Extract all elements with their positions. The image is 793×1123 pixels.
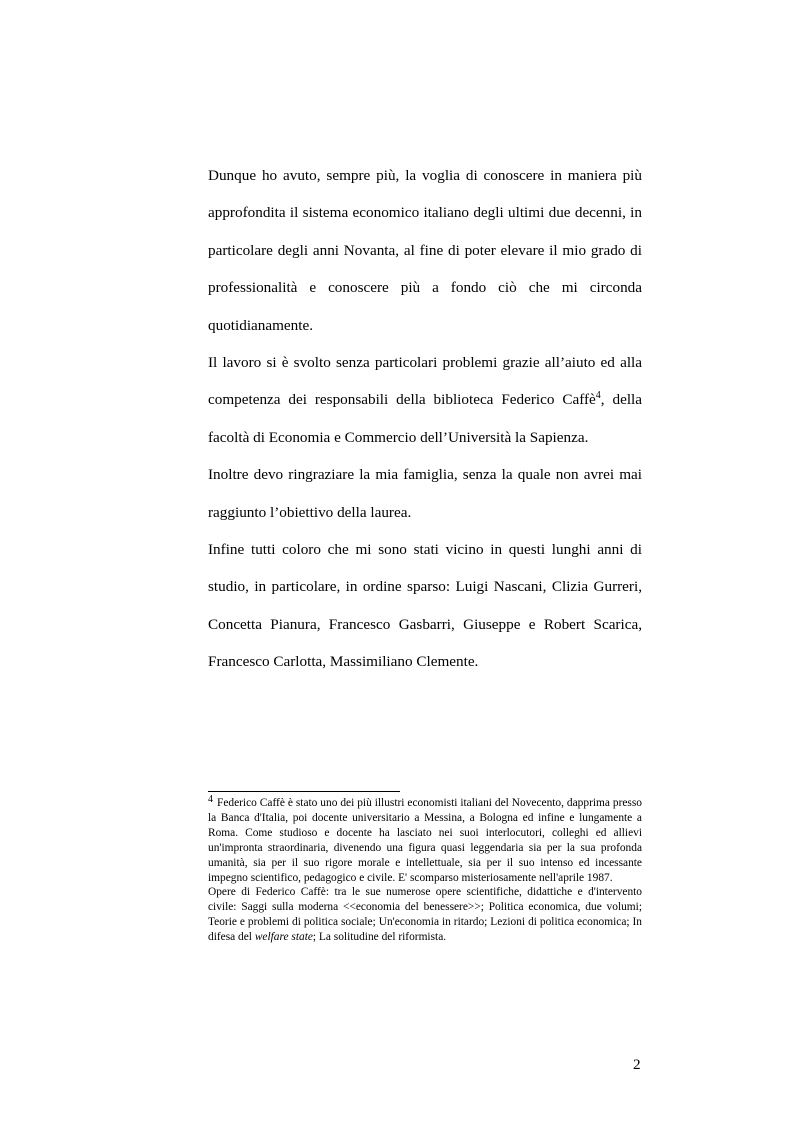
paragraph-2-text-a: Il lavoro si è svolto senza particolari problemi grazie all’aiuto ed alla competenza dei responsabili della biblioteca Federico Caffè <box>208 354 642 409</box>
page-number: 2 <box>633 1056 641 1073</box>
footnote-divider <box>208 791 400 792</box>
footnote-text-2-italic: welfare state <box>254 931 313 944</box>
footnote-paragraph-2 <box>208 885 642 945</box>
footnote-reference: 4 <box>595 390 601 402</box>
paragraph-4: Infine tutti coloro che mi sono stati vicino in questi lunghi anni di studio, in particolare, in ordine sparso: Luigi Nascani, Clizia Gurreri, Concetta Pianura, Francesco Gasbarri, Giuseppe e Robert Scarica, Francesco Carlotta, Massimiliano Clemente. <box>208 541 642 671</box>
paragraph-2 <box>208 344 642 456</box>
paragraph-1: Dunque ho avuto, sempre più, la voglia di conoscere in maniera più approfondita il sistema economico italiano degli ultimi due decenni, in particolare degli anni Novanta, al fine di poter elevare il mio grado di professionalità e conoscere più a fondo ciò che mi circonda quotidianamente. <box>208 167 642 334</box>
paragraph-2-text-b: , della facoltà di Economia e Commercio dell’Università la Sapienza. <box>208 391 642 446</box>
footnote-paragraph-1 <box>208 796 642 885</box>
footnote-area <box>208 796 642 945</box>
footnote-text-2a: Opere di Federico Caffè: tra le sue numerose opere scientifiche, didattiche e d'intervento civile: Saggi sulla moderna <<economia del benessere>>; Politica economica, due volumi; Teorie e problemi di politica sociale; Un'economia in ritardo; Lezioni di politica economica; In difesa del <box>208 886 642 944</box>
main-text <box>208 157 642 681</box>
footnote-text-1: Federico Caffè è stato uno dei più illustri economisti italiani del Novecento, dapprima presso la Banca d'Italia, poi docente universitario a Messina, a Bologna ed infine e lungamente a Roma. Come studioso e docente ha lasciato nei suoi interlocutori, colleghi ed allievi un'impronta straordinaria, divenendo una figura quasi leggendaria sia per la sua profonda umanità, sia per il suo rigore morale e intellettuale, sia per il suo intenso ed incessante impegno scientifico, pedagogico e civile. E' scomparso misteriosamente nell'aprile 1987. <box>208 797 642 884</box>
footnote-text-2b: ; La solitudine del riformista. <box>312 931 447 944</box>
paragraph-3: Inoltre devo ringraziare la mia famiglia, senza la quale non avrei mai raggiunto l’obiettivo della laurea. <box>208 466 642 521</box>
footnote-number: 4 <box>208 794 213 805</box>
